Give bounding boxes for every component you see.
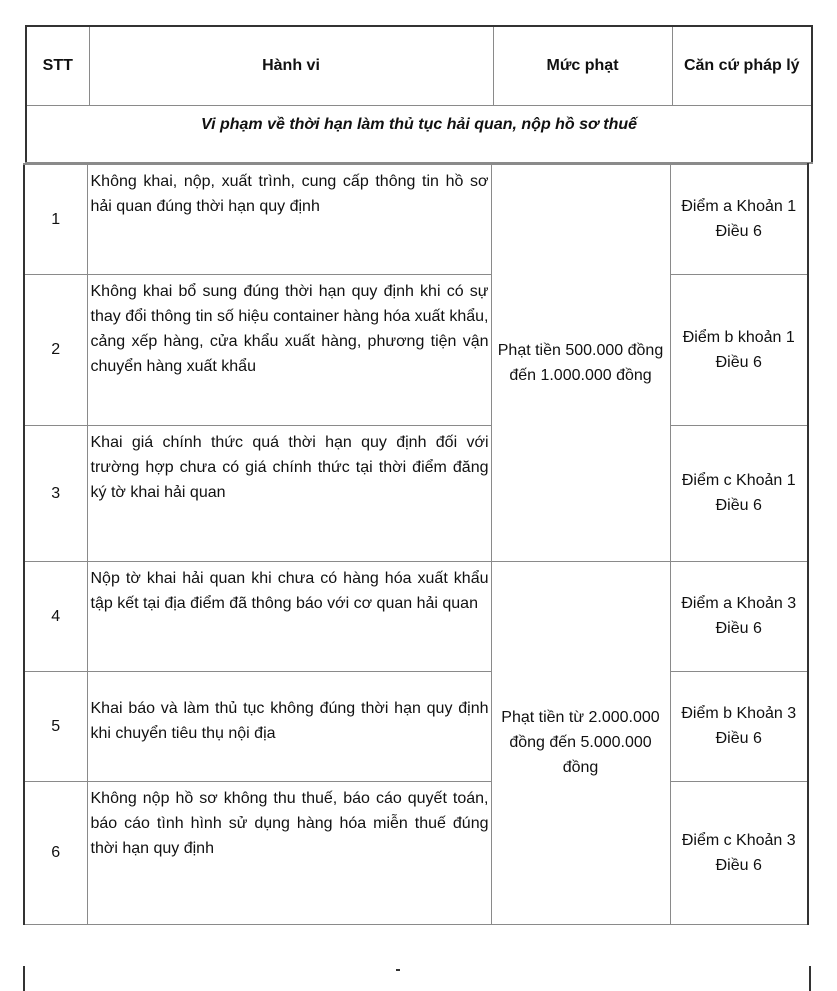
table-row — [24, 425, 808, 561]
cut-off-diacritic — [396, 969, 400, 971]
header-stt: STT — [26, 26, 89, 106]
row-stt: 3 — [24, 425, 87, 561]
row-action: Không khai, nộp, xuất trình, cung cấp thông tin hồ sơ hải quan đúng thời hạn quy định — [87, 164, 491, 274]
section-row — [26, 106, 812, 164]
row-legal-basis: Điểm a Khoản 1 Điều 6 — [670, 164, 808, 274]
row-action: Khai giá chính thức quá thời hạn quy định đối với trường hợp chưa có giá chính thức tại thời điểm đăng ký tờ khai hải quan — [87, 425, 491, 561]
row-legal-basis: Điểm a Khoản 3 Điều 6 — [670, 561, 808, 671]
row-action: Nộp tờ khai hải quan khi chưa có hàng hóa xuất khẩu tập kết tại địa điểm đã thông báo với cơ quan hải quan — [87, 561, 491, 671]
table-row — [24, 671, 808, 781]
row-action: Không khai bổ sung đúng thời hạn quy định khi có sự thay đổi thông tin số hiệu container hàng hóa xuất khẩu, cảng xếp hàng, cửa khẩu xuất hàng, phương tiện vận chuyển hàng xuất khẩu — [87, 274, 491, 425]
penalty-table-body — [23, 163, 809, 925]
row-stt: 2 — [24, 274, 87, 425]
row-stt: 1 — [24, 164, 87, 274]
table-row — [24, 274, 808, 425]
row-legal-basis: Điểm c Khoản 1 Điều 6 — [670, 425, 808, 561]
header-fine: Mức phạt — [493, 26, 672, 106]
table-row — [24, 164, 808, 274]
fine-group-1: Phạt tiền 500.000 đồng đến 1.000.000 đồng — [491, 164, 670, 561]
row-legal-basis: Điểm b khoản 1 Điều 6 — [670, 274, 808, 425]
header-action: Hành vi — [89, 26, 493, 106]
next-table-row-stub — [23, 966, 811, 991]
table-row — [24, 781, 808, 924]
header-row — [26, 26, 812, 106]
table-row — [24, 561, 808, 671]
row-action: Không nộp hồ sơ không thu thuế, báo cáo quyết toán, báo cáo tình hình sử dụng hàng hóa miễn thuế đúng thời hạn quy định — [87, 781, 491, 924]
row-stt: 5 — [24, 671, 87, 781]
penalty-table-header — [25, 25, 813, 164]
row-stt: 6 — [24, 781, 87, 924]
row-stt: 4 — [24, 561, 87, 671]
header-legal-basis: Căn cứ pháp lý — [672, 26, 812, 106]
row-legal-basis: Điểm b Khoản 3 Điều 6 — [670, 671, 808, 781]
row-legal-basis: Điểm c Khoản 3 Điều 6 — [670, 781, 808, 924]
row-action: Khai báo và làm thủ tục không đúng thời hạn quy định khi chuyển tiêu thụ nội địa — [87, 671, 491, 781]
section-title: Vi phạm về thời hạn làm thủ tục hải quan, nộp hồ sơ thuế — [26, 106, 812, 164]
fine-group-2: Phạt tiền từ 2.000.000 đồng đến 5.000.000 đồng — [491, 561, 670, 924]
